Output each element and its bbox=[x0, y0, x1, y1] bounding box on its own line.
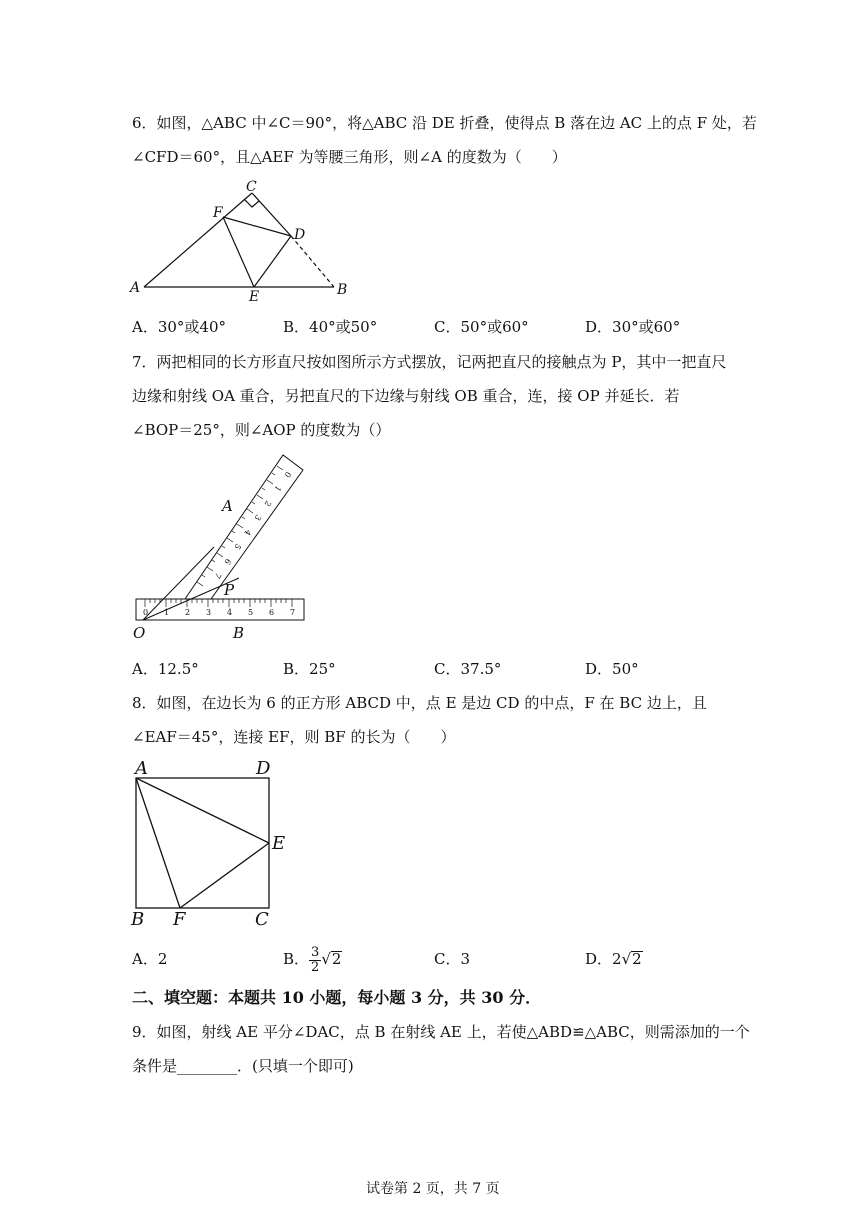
q8-segment-AF bbox=[136, 778, 180, 908]
q7-hruler-num-3: 3 bbox=[206, 608, 212, 617]
q8-option-d-radicand: 2 bbox=[632, 950, 642, 968]
q8-option-b-numerator: 3 bbox=[311, 944, 320, 960]
q6-text-line2: ∠CFD＝60°，且△AEF 为等腰三角形，则∠A 的度数为（ ） bbox=[132, 148, 567, 166]
q8-text-line1: 8．如图，在边长为 6 的正方形 ABCD 中，点 E 是边 CD 的中点，F 在 BC 边上，且 bbox=[132, 694, 707, 712]
q7-truler-num-6: 6 bbox=[222, 556, 233, 567]
q9-text-line1: 9．如图，射线 AE 平分∠DAC，点 B 在射线 AE 上，若使△ABD≌△ABC，则需添加的一个 bbox=[132, 1023, 750, 1041]
q8-text-line2: ∠EAF＝45°，连接 EF，则 BF 的长为（ ） bbox=[132, 728, 456, 746]
q7-option-a[interactable]: A．12.5° bbox=[132, 660, 199, 678]
q7-hruler-num-4: 4 bbox=[227, 608, 233, 617]
q8-figure bbox=[136, 778, 269, 908]
q8-label-B: B bbox=[131, 909, 145, 930]
q6-option-d[interactable]: D．30°或60° bbox=[585, 318, 681, 336]
q7-option-d[interactable]: D．50° bbox=[585, 660, 639, 678]
q7-hruler-num-6: 6 bbox=[269, 608, 275, 617]
q8-segment-AE bbox=[136, 778, 269, 843]
q8-label-E: E bbox=[272, 833, 286, 854]
q6-dashed-DB bbox=[291, 236, 334, 287]
q7-label-A: A bbox=[222, 497, 233, 515]
q6-option-c[interactable]: C．50°或60° bbox=[434, 318, 529, 336]
q7-text-line2: 边缘和射线 OA 重合，另把直尺的下边缘与射线 OB 重合，连，接 OP 并延长．若 bbox=[132, 387, 680, 405]
q7-tilted-ruler-ticks bbox=[197, 466, 283, 586]
q6-label-B: B bbox=[337, 282, 348, 298]
q7-option-b[interactable]: B．25° bbox=[283, 660, 336, 678]
q6-side-AC bbox=[144, 193, 252, 287]
q7-text-line1: 7．两把相同的长方形直尺按如图所示方式摆放，记两把直尺的接触点为 P，其中一把直尺 bbox=[132, 353, 727, 371]
q7-hruler-num-7: 7 bbox=[290, 608, 296, 617]
q8-label-A: A bbox=[135, 758, 148, 779]
q7-truler-num-2: 2 bbox=[262, 498, 273, 509]
page-footer: 试卷第 2 页，共 7 页 bbox=[366, 1181, 500, 1197]
q8-option-a[interactable]: A．2 bbox=[132, 950, 168, 968]
q8-option-b-fraction bbox=[309, 946, 321, 975]
q7-truler-num-1: 1 bbox=[272, 483, 283, 494]
q8-option-b-radicand: 2 bbox=[331, 950, 342, 968]
q7-hruler-num-5: 5 bbox=[248, 608, 254, 617]
q8-option-b-prefix: B． bbox=[283, 950, 310, 968]
q7-ruler-numbers bbox=[143, 470, 295, 617]
q8-option-d-prefix: D． bbox=[585, 950, 613, 968]
q8-option-c[interactable]: C．3 bbox=[434, 950, 471, 968]
q6-label-F: F bbox=[213, 205, 223, 221]
q7-option-c[interactable]: C．37.5° bbox=[434, 660, 502, 678]
q7-label-P: P bbox=[224, 581, 235, 599]
q6-label-A: A bbox=[130, 280, 141, 296]
q6-label-C: C bbox=[246, 179, 257, 195]
q6-label-E: E bbox=[249, 289, 260, 305]
q6-segment-FE bbox=[223, 217, 254, 287]
q6-text-line1: 6．如图，△ABC 中∠C＝90°，将△ABC 沿 DE 折叠，使得点 B 落在边 AC 上的点 F 处，若 bbox=[132, 114, 757, 132]
q6-right-angle-mark bbox=[244, 199, 259, 207]
q8-option-b-denominator: 2 bbox=[311, 959, 320, 975]
q7-truler-num-4: 4 bbox=[242, 527, 253, 538]
q7-truler-num-3: 3 bbox=[252, 512, 263, 523]
sqrt-icon: √ bbox=[621, 950, 632, 968]
q8-labels bbox=[130, 758, 285, 930]
q7-truler-num-7: 7 bbox=[212, 570, 223, 581]
q6-side-CD bbox=[252, 193, 291, 236]
q7-figure bbox=[136, 455, 304, 620]
q6-figure bbox=[144, 193, 334, 287]
q6-segment-ED bbox=[254, 236, 291, 287]
section-2-heading: 二、填空题：本题共 10 小题，每小题 3 分，共 30 分． bbox=[132, 988, 542, 1007]
sqrt-icon: √ bbox=[321, 950, 331, 968]
q8-option-d[interactable] bbox=[585, 949, 643, 969]
q7-hruler-num-1: 1 bbox=[164, 608, 170, 617]
q8-segment-FE bbox=[180, 843, 269, 908]
q6-label-D: D bbox=[294, 227, 306, 243]
q7-hruler-num-2: 2 bbox=[185, 608, 191, 617]
q6-option-b[interactable]: B．40°或50° bbox=[283, 318, 378, 336]
q7-hruler-num-0: 0 bbox=[143, 608, 149, 617]
q8-option-b[interactable] bbox=[283, 940, 342, 978]
q7-horizontal-ruler-ticks bbox=[145, 599, 292, 607]
q8-square-ABCD bbox=[136, 778, 269, 908]
q6-option-a[interactable]: A．30°或40° bbox=[132, 318, 227, 336]
q6-segment-FD bbox=[223, 217, 291, 236]
q9-text-line2: 条件是________．(只填一个即可) bbox=[132, 1057, 354, 1075]
q7-horizontal-ruler bbox=[136, 599, 304, 620]
q7-label-B: B bbox=[233, 624, 245, 642]
q7-tilted-ruler bbox=[185, 455, 303, 599]
q7-ray-OA bbox=[143, 547, 214, 620]
q6-labels bbox=[128, 179, 347, 305]
q8-option-d-coefficient: 2 bbox=[612, 950, 622, 968]
q8-label-C: C bbox=[255, 909, 269, 930]
q7-label-O: O bbox=[133, 624, 146, 642]
q8-label-D: D bbox=[256, 758, 271, 779]
q7-truler-num-5: 5 bbox=[232, 541, 243, 552]
q8-label-F: F bbox=[173, 909, 186, 930]
q7-text-line3: ∠BOP＝25°，则∠AOP 的度数为（） bbox=[132, 421, 391, 439]
q7-truler-num-0: 0 bbox=[282, 469, 293, 480]
